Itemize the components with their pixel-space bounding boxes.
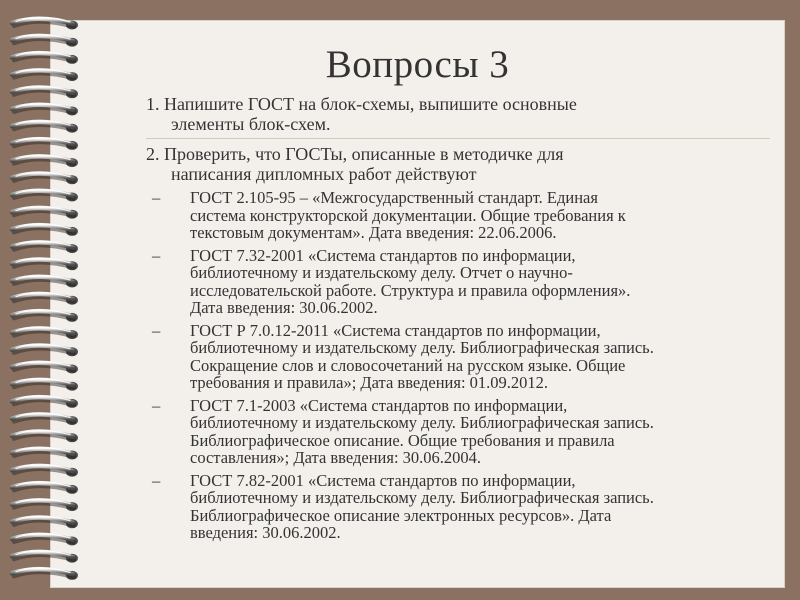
list-item-line: ГОСТ 2.105-95 – «Межгосударственный стандарт. Единая	[190, 188, 598, 207]
list-item-line: система конструкторской документации. Общие требования к	[190, 205, 626, 225]
list-item-line: ГОСТ 7.32-2001 «Система стандартов по информации,	[190, 245, 576, 265]
spiral-ring	[12, 18, 78, 30]
spiral-ring	[12, 241, 78, 253]
list-item-line: библиотечному и издательскому делу. Библиографическая запись.	[190, 338, 654, 357]
bullet-dash: –	[152, 188, 161, 207]
list-item-line: Библиографическое описание. Общие требования и правила	[190, 430, 615, 450]
spiral-ring	[12, 379, 78, 391]
list-item-line: Сокращение слов и словосочетаний на русском языке. Общие	[190, 355, 626, 375]
gost-list	[146, 189, 758, 542]
spiral-ring	[12, 69, 78, 81]
question-2-line-2: написания дипломных работ действуют	[171, 164, 477, 184]
list-item-line: составления»; Дата введения: 30.06.2004.	[190, 448, 482, 467]
spiral-ring	[12, 35, 78, 47]
spiral-ring	[12, 448, 78, 460]
list-item-line: Библиографическое описание электронных ресурсов». Дата	[190, 505, 612, 525]
spiral-ring	[12, 104, 78, 116]
spiral-ring	[12, 190, 78, 202]
separator-line	[146, 138, 770, 139]
spiral-ring	[12, 344, 78, 356]
spiral-ring	[12, 155, 78, 167]
spiral-ring	[12, 465, 78, 477]
list-item-line: исследовательской работе. Структура и правила оформления».	[190, 280, 631, 300]
spiral-ring	[12, 52, 78, 64]
spiral-ring	[12, 499, 78, 511]
list-item-line: библиотечному и издательскому делу. Отчет о научно-	[190, 263, 573, 282]
spiral-ring	[12, 396, 78, 408]
spiral-ring	[12, 413, 78, 425]
spiral-binding-icon	[0, 0, 100, 600]
list-item-text	[190, 322, 758, 392]
question-2-line-1: 2. Проверить, что ГОСТы, описанные в методичке для	[146, 144, 564, 164]
spiral-ring	[12, 310, 78, 322]
list-item-line: требования и правила»; Дата введения: 01.09.2012.	[190, 373, 549, 392]
list-item	[146, 397, 758, 467]
spiral-ring	[12, 293, 78, 305]
notebook-page	[50, 20, 785, 588]
spiral-ring	[12, 516, 78, 528]
list-item-text	[190, 247, 758, 317]
spiral-ring	[12, 551, 78, 563]
bullet-dash: –	[152, 470, 161, 490]
list-item-line: ГОСТ Р 7.0.12-2011 «Система стандартов по информации,	[190, 320, 601, 340]
question-2	[146, 142, 758, 184]
list-item-line: Дата введения: 30.06.2002.	[190, 298, 378, 317]
list-item	[146, 322, 758, 392]
spiral-ring	[12, 482, 78, 494]
list-item-line: ГОСТ 7.1-2003 «Система стандартов по информации,	[190, 395, 568, 415]
list-item	[146, 472, 758, 542]
spiral-ring	[12, 430, 78, 442]
list-item-text	[190, 397, 758, 467]
slide-content	[146, 92, 758, 542]
spiral-ring	[12, 258, 78, 270]
slide-title: Вопросы 3	[325, 43, 510, 86]
list-item-line: ГОСТ 7.82-2001 «Система стандартов по информации,	[190, 470, 576, 490]
spiral-ring	[12, 138, 78, 150]
list-item-text	[190, 189, 758, 242]
spiral-ring	[12, 172, 78, 184]
list-item	[146, 189, 758, 242]
bullet-dash: –	[152, 320, 161, 340]
spiral-ring	[12, 121, 78, 133]
spiral-ring	[12, 276, 78, 288]
spiral-ring	[12, 224, 78, 236]
bullet-dash: –	[152, 245, 161, 265]
list-item	[146, 247, 758, 317]
spiral-ring	[12, 568, 78, 580]
spiral-ring	[12, 534, 78, 546]
list-item-line: библиотечному и издательскому делу. Библиографическая запись.	[190, 413, 654, 432]
spiral-ring	[12, 86, 78, 98]
spiral-ring	[12, 362, 78, 374]
question-1-line-1: 1. Напишите ГОСТ на блок-схемы, выпишите основные	[146, 94, 577, 114]
question-1-line-2: элементы блок-схем.	[171, 114, 331, 134]
spiral-ring	[12, 327, 78, 339]
question-1	[146, 92, 758, 134]
list-item-line: текстовым документам». Дата введения: 22.06.2006.	[190, 223, 557, 242]
list-item-text	[190, 472, 758, 542]
spiral-ring	[12, 207, 78, 219]
list-item-line: библиотечному и издательскому делу. Библиографическая запись.	[190, 488, 654, 507]
list-item-line: введения: 30.06.2002.	[190, 523, 341, 542]
bullet-dash: –	[152, 395, 161, 415]
